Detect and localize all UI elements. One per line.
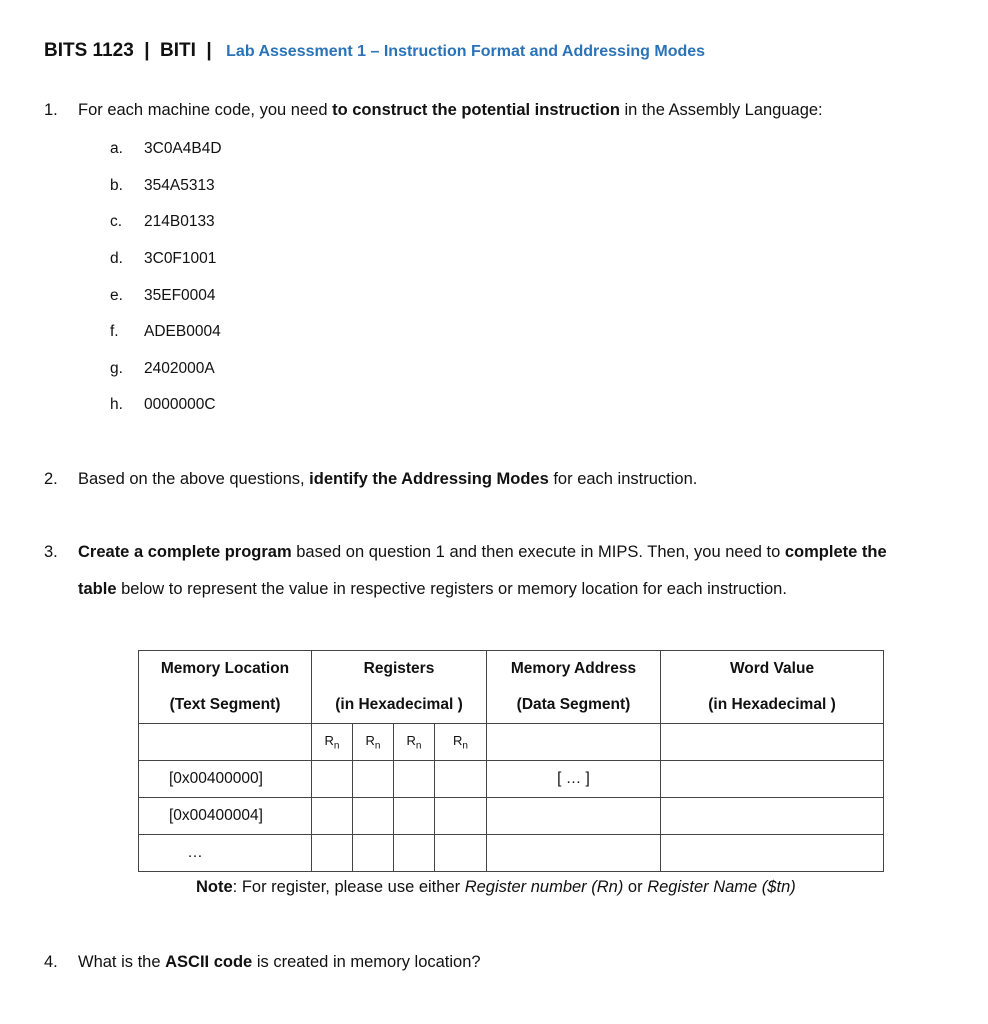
question-text-end: below to represent the value in respective registers or memory location for each instruction. xyxy=(116,580,787,598)
question-number: 2. xyxy=(44,470,58,488)
list-item xyxy=(110,213,215,231)
note-text-2: or xyxy=(623,878,648,896)
register-cell xyxy=(394,798,435,835)
question-text: What is the xyxy=(78,953,166,971)
header-line: (in Hexadecimal ) xyxy=(708,696,836,713)
machine-code: 214B0133 xyxy=(144,213,215,230)
header-line: (Data Segment) xyxy=(516,696,631,713)
table-row xyxy=(139,798,884,835)
table-header-row xyxy=(139,651,884,724)
question-emphasis: ASCII code xyxy=(165,953,253,971)
question-number: 3. xyxy=(44,543,58,561)
item-letter: h. xyxy=(110,396,123,413)
table-row xyxy=(139,835,884,872)
answer-table xyxy=(138,650,884,872)
item-letter: g. xyxy=(110,360,123,377)
item-letter: b. xyxy=(110,177,123,194)
table-cell xyxy=(487,724,661,761)
list-item xyxy=(110,177,215,195)
item-letter: a. xyxy=(110,140,123,157)
table-cell xyxy=(661,724,884,761)
note-text: : For register, please use either xyxy=(232,878,465,896)
header-separator: | xyxy=(144,40,150,61)
question-emphasis: to construct the potential instruction xyxy=(332,101,620,119)
list-item xyxy=(110,287,216,305)
item-letter: e. xyxy=(110,287,123,304)
machine-code: 3C0A4B4D xyxy=(144,140,222,157)
register-cell xyxy=(435,835,487,872)
question-emphasis-3: table xyxy=(78,580,117,598)
question-4 xyxy=(44,953,481,972)
register-label: $R_n$ xyxy=(312,724,353,761)
machine-code: 35EF0004 xyxy=(144,287,216,304)
register-cell xyxy=(353,761,394,798)
note-label: Note xyxy=(196,878,233,896)
register-cell xyxy=(312,835,353,872)
header-line: (in Hexadecimal ) xyxy=(335,696,463,713)
register-label: $R_n$ xyxy=(435,724,487,761)
register-label: $R_n$ xyxy=(394,724,435,761)
header-separator-2: | xyxy=(206,40,212,61)
register-label-row xyxy=(139,724,884,761)
item-letter: c. xyxy=(110,213,123,230)
header-line: Memory Address xyxy=(510,660,637,677)
list-item xyxy=(110,396,216,414)
list-item xyxy=(110,360,215,378)
word-value-cell xyxy=(661,761,884,798)
machine-code: 2402000A xyxy=(144,360,215,377)
register-cell xyxy=(435,798,487,835)
question-text: Based on the above questions, xyxy=(78,470,310,488)
list-item xyxy=(110,250,216,268)
question-text-end: is created in memory location? xyxy=(252,953,481,971)
header-registers xyxy=(312,651,487,724)
machine-code: ADEB0004 xyxy=(144,323,221,340)
register-cell xyxy=(312,761,353,798)
header-word-value xyxy=(661,651,884,724)
question-emphasis-2: complete the xyxy=(784,543,887,561)
question-3-continued xyxy=(78,580,787,599)
header-line: Word Value xyxy=(729,660,815,677)
register-cell xyxy=(312,798,353,835)
text-segment-address: [0x00400004] xyxy=(139,798,312,835)
assessment-title: Lab Assessment 1 – Instruction Format and Addressing Modes xyxy=(226,43,706,60)
machine-code: 354A5313 xyxy=(144,177,215,194)
register-cell xyxy=(394,835,435,872)
note-register-name: Register Name ($tn) xyxy=(647,878,796,896)
header-line: Memory Location xyxy=(160,660,290,677)
word-value-cell xyxy=(661,798,884,835)
header-line: Registers xyxy=(363,660,435,677)
header-memory-location xyxy=(139,651,312,724)
machine-code: 0000000C xyxy=(144,396,216,413)
data-segment-address xyxy=(487,798,661,835)
ellipsis-cell: … xyxy=(139,835,312,872)
question-text: based on question 1 and then execute in MIPS. Then, you need to xyxy=(291,543,785,561)
question-emphasis: Create a complete program xyxy=(78,543,292,561)
header-line: (Text Segment) xyxy=(169,696,281,713)
register-cell xyxy=(435,761,487,798)
question-text-end: for each instruction. xyxy=(548,470,698,488)
question-2 xyxy=(44,470,697,489)
question-text: For each machine code, you need xyxy=(78,101,333,119)
question-3 xyxy=(44,543,887,562)
document-header xyxy=(44,40,705,62)
register-label: $R_n$ xyxy=(353,724,394,761)
course-code: BITS 1123 xyxy=(44,40,134,61)
table-cell xyxy=(139,724,312,761)
item-letter: f. xyxy=(110,323,119,340)
question-text-end: in the Assembly Language: xyxy=(619,101,823,119)
register-cell xyxy=(353,835,394,872)
register-cell xyxy=(353,798,394,835)
data-segment-address xyxy=(487,835,661,872)
question-emphasis: identify the Addressing Modes xyxy=(309,470,549,488)
table-row xyxy=(139,761,884,798)
word-value-cell xyxy=(661,835,884,872)
program-code: BITI xyxy=(160,40,196,61)
question-number: 1. xyxy=(44,101,58,119)
question-1 xyxy=(44,101,823,120)
machine-code: 3C0F1001 xyxy=(144,250,217,267)
question-number: 4. xyxy=(44,953,58,971)
data-segment-address: [ … ] xyxy=(487,761,661,798)
item-letter: d. xyxy=(110,250,123,267)
list-item xyxy=(110,323,221,341)
table-note xyxy=(196,878,796,897)
text-segment-address: [0x00400000] xyxy=(139,761,312,798)
list-item xyxy=(110,140,222,158)
note-register-number: Register number (Rn) xyxy=(464,878,624,896)
header-memory-address xyxy=(487,651,661,724)
register-cell xyxy=(394,761,435,798)
